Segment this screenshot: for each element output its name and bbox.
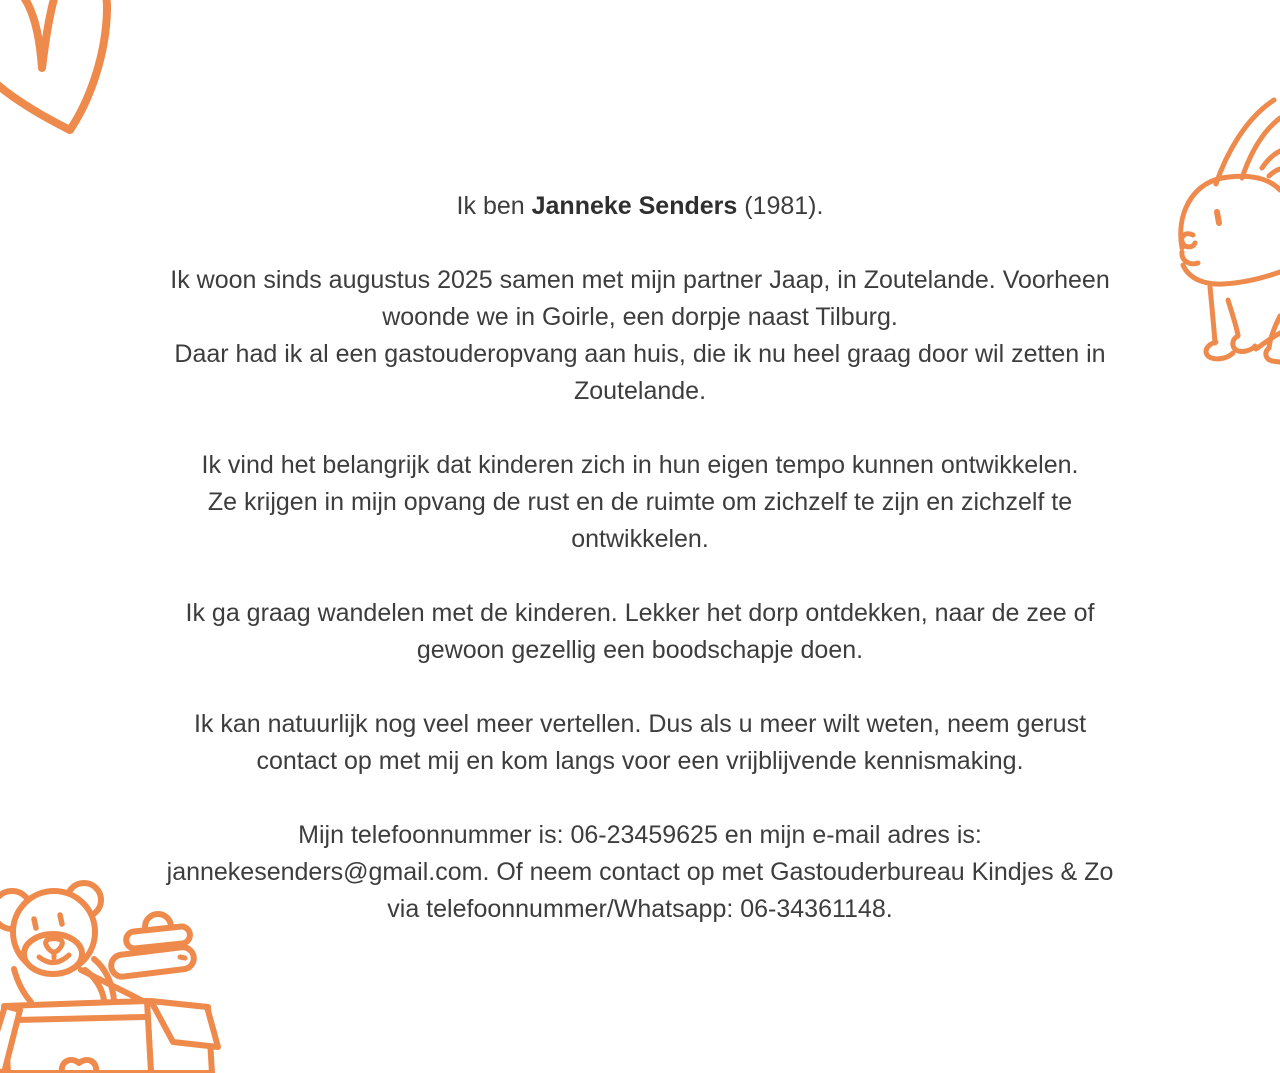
text-line: Ik ga graag wandelen met de kinderen. Lekker het dorp ontdekken, naar de zee of <box>185 599 1095 627</box>
text-line: contact op met mij en kom langs voor een vrijblijvende kennismaking. <box>256 747 1024 775</box>
text-line: jannekesenders@gmail.com. Of neem contact op met Gastouderbureau Kindjes & Zo <box>166 858 1114 886</box>
heart-outline-icon <box>0 0 180 180</box>
text-line: Ik kan natuurlijk nog veel meer vertellen. Dus als u meer wilt weten, neem gerust <box>193 710 1087 738</box>
about-text <box>90 188 1190 965</box>
paragraph-block <box>90 447 1190 558</box>
paragraph-block <box>90 595 1190 669</box>
text-line: Zoutelande. <box>573 377 707 405</box>
text-line: Ze krijgen in mijn opvang de rust en de ruimte om zichzelf te zijn en zichzelf te <box>207 488 1073 516</box>
paragraph-block <box>90 262 1190 410</box>
text-line: ontwikkelen. <box>571 525 709 553</box>
spacer-line <box>90 225 1190 262</box>
text-line: Ik woon sinds augustus 2025 samen met mijn partner Jaap, in Zoutelande. Voorheen <box>170 266 1110 294</box>
text-line: Ik vind het belangrijk dat kinderen zich in hun eigen tempo kunnen ontwikkelen. <box>201 451 1079 479</box>
contact-paragraph <box>90 817 1190 928</box>
text-line: Mijn telefoonnummer is: 06-23459625 en mijn e-mail adres is: <box>298 821 982 849</box>
intro-prefix: Ik ben <box>456 192 532 220</box>
text-line: Daar had ik al een gastouderopvang aan huis, die ik nu heel graag door wil zetten in <box>174 340 1106 368</box>
birth-year: (1981). <box>737 192 824 220</box>
intro-line <box>90 188 1190 225</box>
text-line: gewoon gezellig een boodschapje doen. <box>416 636 864 664</box>
person-name: Janneke Senders <box>531 192 738 220</box>
text-line: via telefoonnummer/Whatsapp: 06-34361148. <box>387 895 893 923</box>
paragraph-block <box>90 706 1190 780</box>
text-line: woonde we in Goirle, een dorpje naast Tilburg. <box>382 303 898 331</box>
